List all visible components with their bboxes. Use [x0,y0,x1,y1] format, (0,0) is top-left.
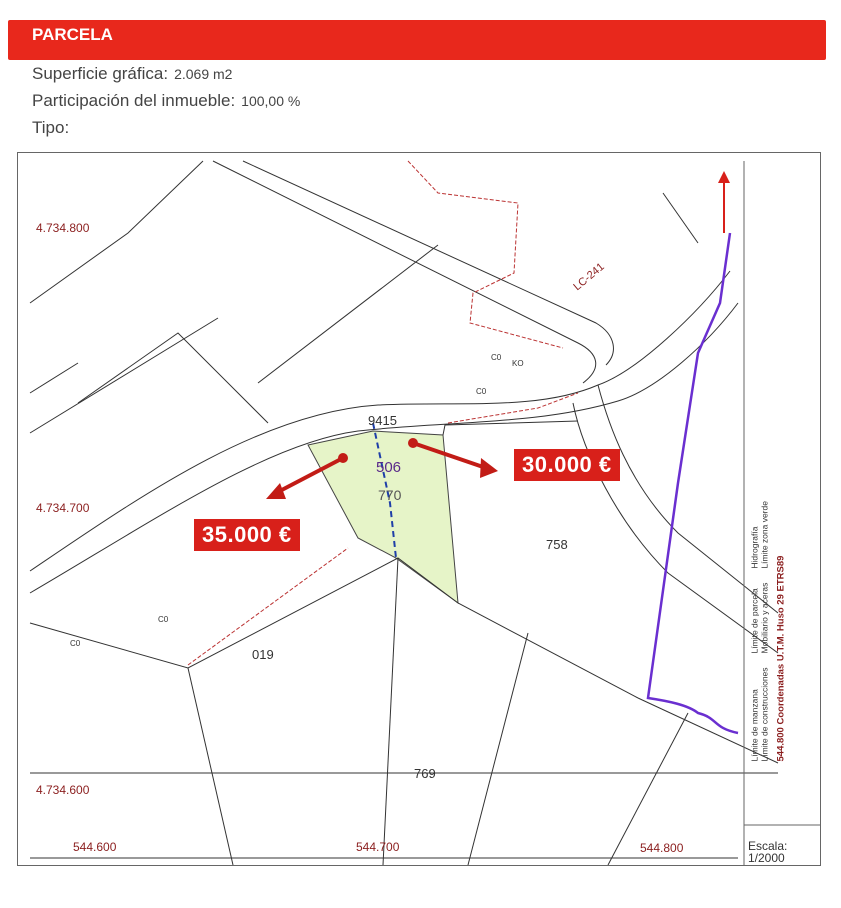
parcel-label-019: 019 [252,647,274,662]
legend-hidrografia: Hidrografía [749,526,760,569]
legend-mobiliario: Mobiliario y aceras [759,582,770,654]
superficie-value: 2.069 m2 [174,66,233,82]
highlighted-parcel[interactable] [308,431,458,603]
legend-zona-verde: Límite zona verde [759,501,770,569]
legend-limite-parcela: Límite de parcela [749,588,760,654]
tipo-row [32,118,69,138]
coord-y-1: 4.734.800 [36,221,90,235]
participacion-label: Participación del inmueble: [32,91,236,110]
red-boundaries [28,161,578,733]
price-tag-right: 30.000 € [514,449,620,481]
parcel-label-770: 770 [378,487,402,503]
parcel-label-758: 758 [546,537,568,552]
participacion-row [32,91,300,111]
parcel-label-506: 506 [376,459,402,476]
map-svg [18,153,820,865]
road-diagonal-b [243,161,613,365]
legend-limite-construcciones: Límite de construcciones [759,667,770,762]
section-header [8,20,826,60]
section-title: PARCELA [32,25,113,44]
coord-y-3: 4.734.600 [36,783,90,797]
coord-y-2: 4.734.700 [36,501,90,515]
hydro-line [648,233,738,733]
north-arrow-icon [718,171,730,233]
code-label: C0 [491,353,502,362]
tipo-label: Tipo: [32,118,70,137]
legend-coordenadas: 544.800 Coordenadas U.T.M. Huso 29 ETRS89 [775,555,787,762]
parcel-label-9415: 9415 [368,413,397,428]
road-label: LC-241 [571,260,607,294]
parcel-label-769: 769 [414,766,436,781]
code-label: KO [512,359,524,368]
legend-limite-manzana: Límite de manzana [749,689,760,762]
superficie-label: Superficie gráfica: [32,64,169,83]
code-label: C0 [158,615,169,624]
cadastral-map[interactable] [17,152,821,866]
coord-x-2: 544.700 [356,840,400,854]
participacion-value: 100,00 % [241,93,301,109]
code-label: C0 [70,639,81,648]
code-label: C0 [476,387,487,396]
coord-x-3: 544.800 [640,841,684,855]
scale-value: 1/2000 [748,851,785,865]
price-tag-left: 35.000 € [194,519,300,551]
coord-x-1: 544.600 [73,840,117,854]
legend [738,233,820,823]
road-diagonal-a [213,161,596,383]
superficie-row [32,64,232,84]
scale-label: Escala: [748,839,788,853]
